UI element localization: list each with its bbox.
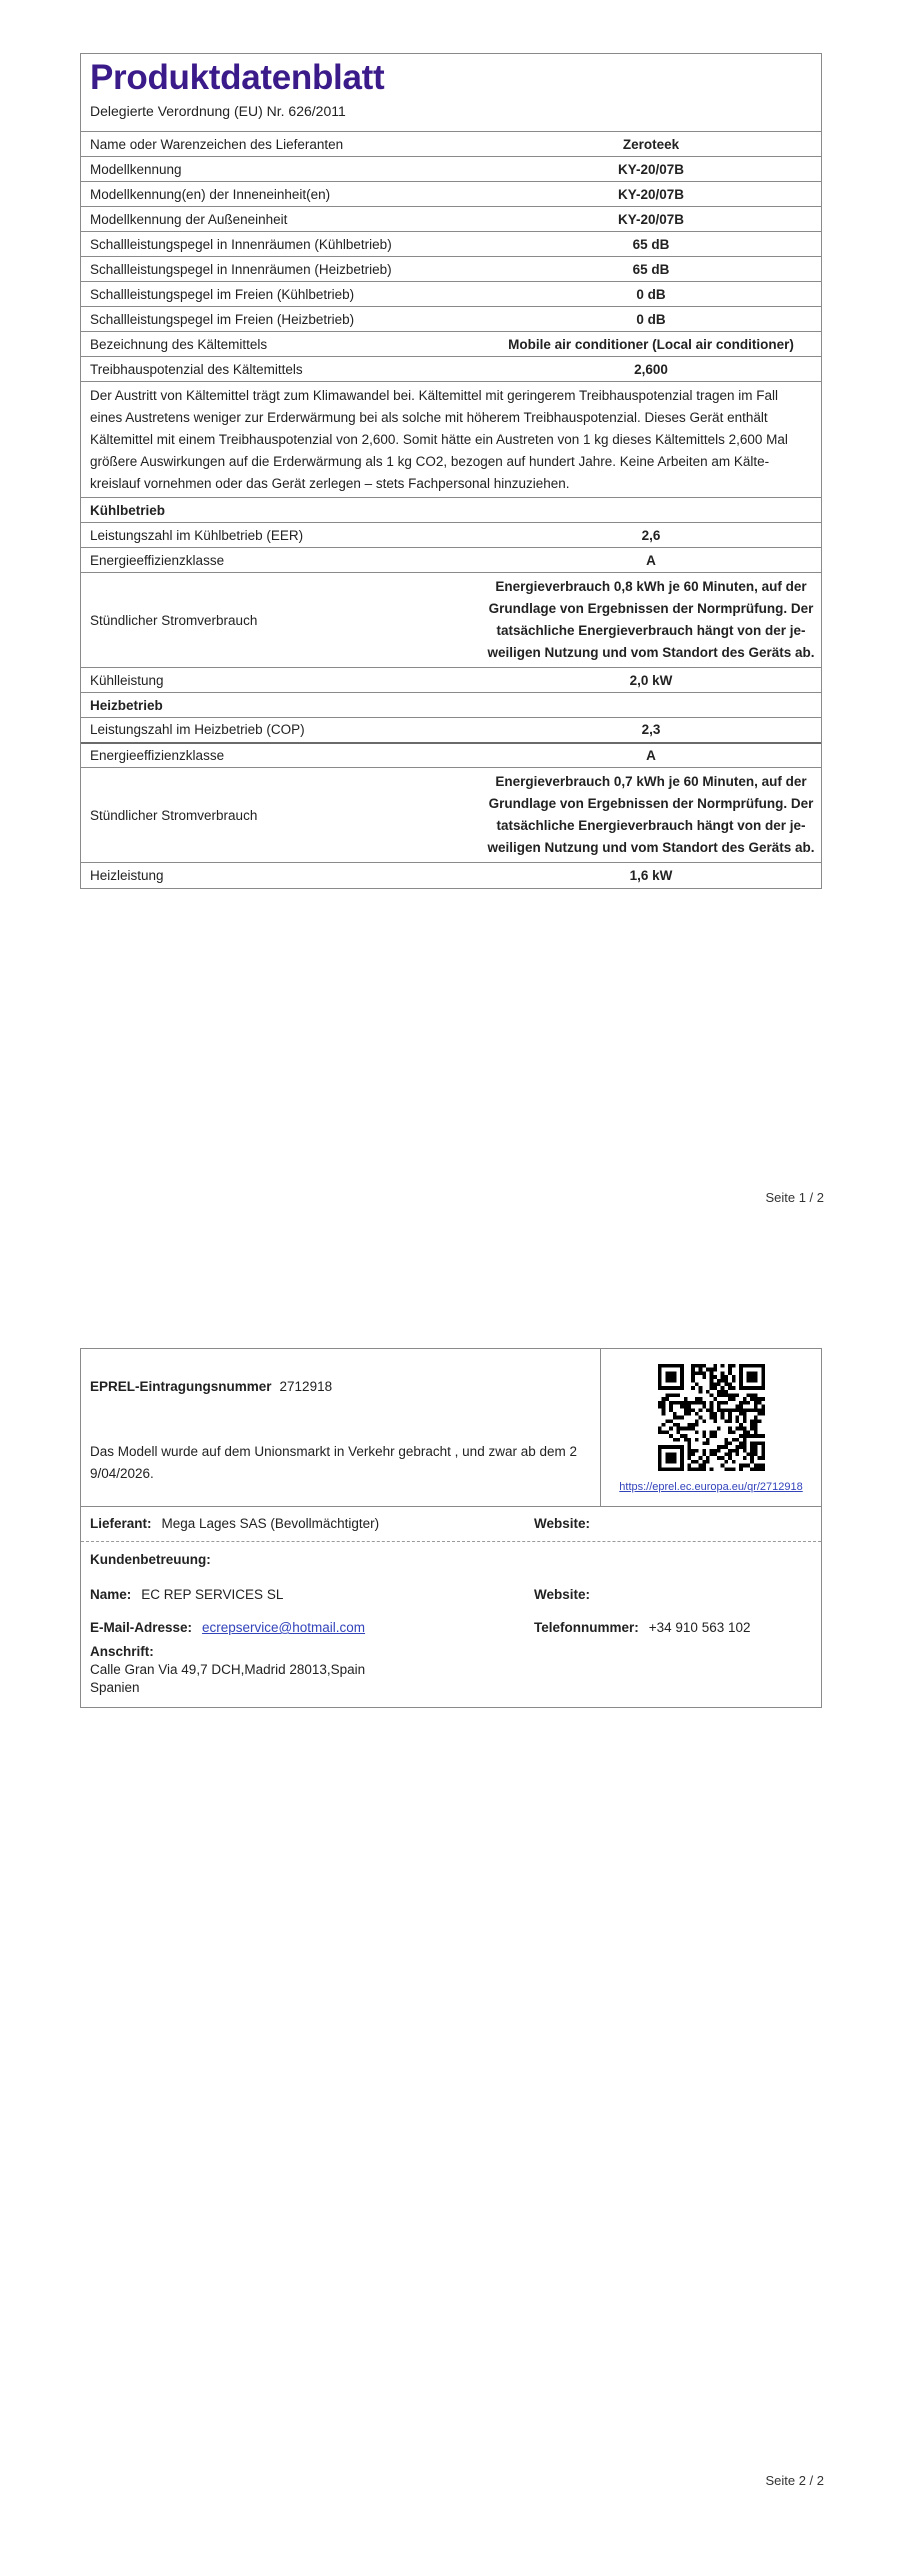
- heating-power-label: Stündlicher Stromverbrauch: [81, 768, 481, 863]
- eer-label: Leistungszahl im Kühlbetrieb (EER): [81, 523, 481, 548]
- table-row: [81, 548, 821, 573]
- website2-label: Website:: [534, 1587, 591, 1602]
- row-value: 2,600: [481, 357, 821, 382]
- cop-value: 2,3: [481, 718, 821, 743]
- cooling-capacity-label: Kühlleistung: [81, 668, 481, 693]
- customer-service-heading: [90, 1550, 221, 1570]
- website-label: Website:: [534, 1516, 591, 1531]
- phone-label: Telefonnummer:: [534, 1620, 639, 1635]
- name-value: EC REP SERVICES SL: [141, 1587, 284, 1602]
- cooling-power-label: Stündlicher Stromverbrauch: [81, 573, 481, 668]
- email-label: E-Mail-Adresse:: [90, 1620, 193, 1635]
- table-row: [81, 668, 821, 693]
- table-row: [81, 573, 821, 668]
- row-label: Name oder Warenzeichen des Lieferanten: [81, 132, 481, 157]
- row-label: Bezeichnung des Kältemittels: [81, 332, 481, 357]
- email-link[interactable]: ecrepservice@hotmail.com: [202, 1620, 366, 1635]
- qr-link[interactable]: https://eprel.ec.europa.eu/qr/2712918: [619, 1481, 803, 1493]
- eer-value: 2,6: [481, 523, 821, 548]
- row-value: 65 dB: [481, 232, 821, 257]
- cooling-class-value: A: [481, 548, 821, 573]
- supplier: [90, 1514, 379, 1534]
- refrigerant-note: Der Austritt von Kältemittel trägt zum Klimawandel bei. Kältemittel mit geringerem Treibhauspotenzial tragen im Fall eines Austretens weniger zur Erderwärmung bei als solche mit höherem Treibhauspotenzial. Dieses Gerät enthält Kältemittel mit einem Treibhauspotenzial von 2,600. Somit hätte ein Austreten von 1 kg dieses Kältemittels 2,600 Mal größere Auswirkungen auf die Erderwärmung als 1 kg CO2, bezogen auf hundert Jahre. Keine Arbeiten am Kälte-kreislauf vornehmen oder das Gerät zerlegen – stets Fachpersonal hinzuziehen.: [81, 382, 821, 498]
- address-label: Anschrift:: [90, 1644, 154, 1659]
- row-label: Schallleistungspegel im Freien (Heizbetrieb): [81, 307, 481, 332]
- service-email: [90, 1618, 365, 1638]
- row-label: Modellkennung der Außeneinheit: [81, 207, 481, 232]
- heating-capacity-label: Heizleistung: [81, 863, 481, 888]
- row-value: 65 dB: [481, 257, 821, 282]
- table-row: [81, 863, 821, 888]
- table-row: [81, 743, 821, 768]
- cop-label: Leistungszahl im Heizbetrieb (COP): [81, 718, 481, 743]
- name-label: Name:: [90, 1587, 132, 1602]
- qr-section: [601, 1349, 821, 1506]
- supplier-label: Lieferant:: [90, 1516, 152, 1531]
- row-value: KY-20/07B: [481, 207, 821, 232]
- service-website: [534, 1585, 600, 1605]
- eprel-info: [81, 1349, 601, 1506]
- eprel-label: EPREL-Eintragungsnummer: [90, 1379, 272, 1394]
- table-row: [81, 182, 821, 207]
- address-line-1: Calle Gran Via 49,7 DCH,Madrid 28013,Spain: [90, 1662, 366, 1677]
- heating-capacity-value: 1,6 kW: [481, 863, 821, 888]
- supplier-row: [81, 1506, 821, 1542]
- page-number: Seite 2 / 2: [765, 2473, 824, 2488]
- row-value: Zeroteek: [481, 132, 821, 157]
- table-row: [81, 132, 821, 157]
- row-label: Schallleistungspegel in Innenräumen (Kühlbetrieb): [81, 232, 481, 257]
- table-row: [81, 157, 821, 182]
- qr-code-icon[interactable]: [658, 1364, 765, 1471]
- table-row: [81, 282, 821, 307]
- product-data-sheet: [80, 53, 822, 889]
- table-row: [81, 257, 821, 282]
- table-row: [81, 307, 821, 332]
- address-block: [90, 1643, 365, 1697]
- phone-value: +34 910 563 102: [648, 1620, 751, 1635]
- table-row: [81, 768, 821, 863]
- row-label: Modellkennung: [81, 157, 481, 182]
- table-row: [81, 332, 821, 357]
- heating-power-value: Energieverbrauch 0,7 kWh je 60 Minuten, auf der Grundlage von Ergebnissen der Normprüfung. Der tatsächliche Energieverbrauch hängt von der je-weiligen Nutzung und vom Standort des Geräts ab.: [481, 768, 821, 863]
- cooling-class-label: Energieeffizienzklasse: [81, 548, 481, 573]
- section-heading-row: [81, 498, 821, 523]
- row-label: Schallleistungspegel im Freien (Kühlbetrieb): [81, 282, 481, 307]
- spec-table: [81, 131, 821, 888]
- eprel-number: 2712918: [279, 1379, 333, 1394]
- table-row: [81, 232, 821, 257]
- heating-class-label: Energieeffizienzklasse: [81, 743, 481, 768]
- row-label: Modellkennung(en) der Inneneinheit(en): [81, 182, 481, 207]
- address-line-2: Spanien: [90, 1680, 140, 1695]
- service-phone: [534, 1618, 751, 1638]
- service-name: [90, 1585, 283, 1605]
- row-value: 0 dB: [481, 282, 821, 307]
- regulation-reference: Delegierte Verordnung (EU) Nr. 626/2011: [90, 103, 346, 119]
- cooling-heading: Kühlbetrieb: [81, 498, 821, 523]
- table-row: [81, 523, 821, 548]
- row-value: 0 dB: [481, 307, 821, 332]
- page-number: Seite 1 / 2: [765, 1190, 824, 1205]
- section-heading-row: [81, 693, 821, 718]
- heating-heading: Heizbetrieb: [81, 693, 821, 718]
- page-title: Produktdatenblatt: [90, 58, 385, 97]
- refrigerant-note-row: [81, 382, 821, 498]
- cooling-power-value: Energieverbrauch 0,8 kWh je 60 Minuten, auf der Grundlage von Ergebnissen der Normprüfung. Der tatsächliche Energieverbrauch hängt von der je-weiligen Nutzung und vom Standort des Geräts ab.: [481, 573, 821, 668]
- eprel-registration: [90, 1379, 332, 1394]
- row-label: Schallleistungspegel in Innenräumen (Heizbetrieb): [81, 257, 481, 282]
- market-placement-text: Das Modell wurde auf dem Unionsmarkt in Verkehr gebracht , und zwar ab dem 2 9/04/2026.: [90, 1444, 577, 1481]
- cooling-capacity-value: 2,0 kW: [481, 668, 821, 693]
- supplier-website: [534, 1514, 600, 1534]
- row-value: Mobile air conditioner (Local air conditioner): [481, 332, 821, 357]
- table-row: [81, 207, 821, 232]
- eprel-sheet: [80, 1348, 822, 1708]
- table-row: [81, 357, 821, 382]
- row-value: KY-20/07B: [481, 182, 821, 207]
- row-value: KY-20/07B: [481, 157, 821, 182]
- supplier-value: Mega Lages SAS (Bevollmächtigter): [161, 1516, 380, 1531]
- heating-class-value: A: [481, 743, 821, 768]
- row-label: Treibhauspotenzial des Kältemittels: [81, 357, 481, 382]
- customer-service-label: Kundenbetreuung:: [90, 1552, 211, 1567]
- table-row: [81, 718, 821, 743]
